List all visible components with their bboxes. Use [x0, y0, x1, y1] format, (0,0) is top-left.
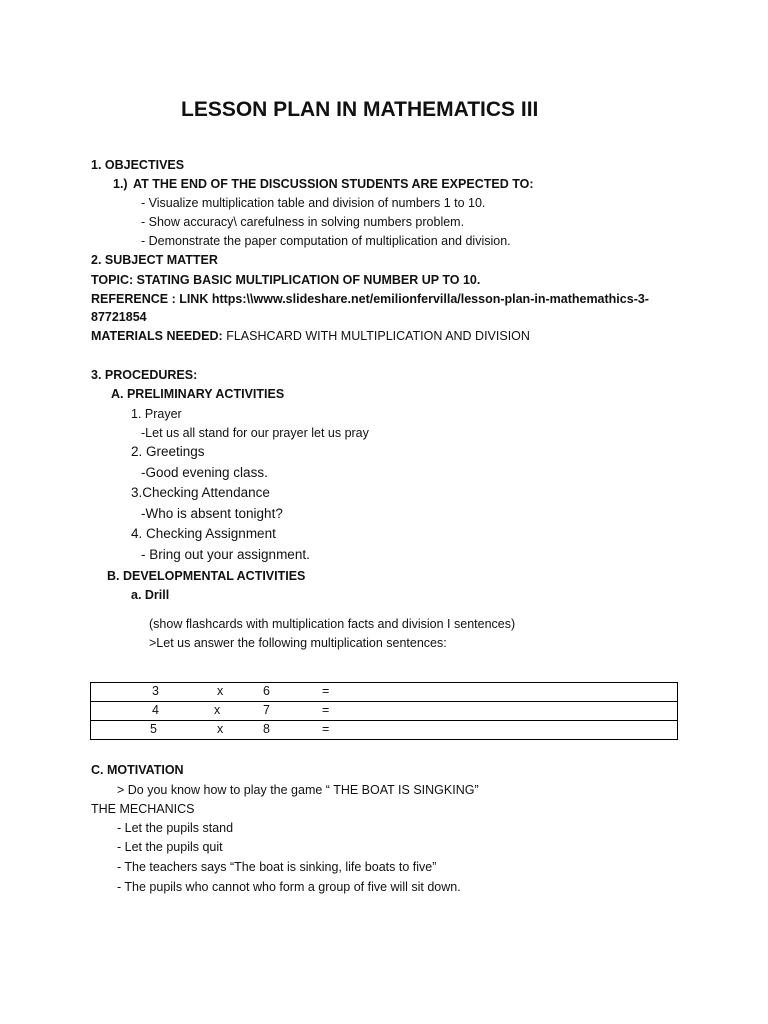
- activity-label: 3.Checking Attendance: [131, 485, 270, 500]
- drill-factor-b: 7: [263, 703, 270, 717]
- drill-equals: =: [322, 722, 330, 736]
- mechanics-item: - Let the pupils stand: [117, 821, 234, 835]
- drill-factor-b: 8: [263, 722, 270, 736]
- objectives-intro-number: 1.): [113, 177, 128, 191]
- objectives-intro: AT THE END OF THE DISCUSSION STUDENTS ARE EXPECTED TO:: [133, 177, 534, 191]
- mechanics-item: - Let the pupils quit: [117, 840, 223, 854]
- activity-detail: -Good evening class.: [141, 465, 268, 480]
- mechanics-item: - The teachers says “The boat is sinking, life boats to five”: [117, 860, 437, 874]
- mechanics-item: - The pupils who cannot who form a group of five will sit down.: [117, 880, 461, 894]
- drill-operator: x: [214, 703, 221, 717]
- objective-item: - Visualize multiplication table and division of numbers 1 to 10.: [141, 196, 486, 210]
- drill-operator: x: [217, 684, 224, 698]
- materials-line: [91, 328, 530, 344]
- objective-item: - Demonstrate the paper computation of multiplication and division.: [141, 234, 511, 248]
- drill-factor-a: 4: [152, 703, 159, 717]
- materials-value: FLASHCARD WITH MULTIPLICATION AND DIVISION: [222, 329, 530, 343]
- drill-equals: =: [322, 703, 330, 717]
- activity-detail: -Who is absent tonight?: [141, 506, 283, 521]
- drill-table: [90, 682, 678, 740]
- activity-detail: - Bring out your assignment.: [141, 547, 310, 562]
- mechanics-heading: THE MECHANICS: [91, 802, 195, 816]
- drill-factor-a: 3: [152, 684, 159, 698]
- drill-heading: a. Drill: [131, 588, 170, 602]
- reference-line-continued: 87721854: [91, 310, 147, 324]
- table-row: [91, 683, 678, 702]
- drill-factor-a: 5: [150, 722, 157, 736]
- motivation-heading: C. MOTIVATION: [91, 763, 184, 777]
- materials-label: MATERIALS NEEDED:: [91, 329, 223, 343]
- motivation-question: > Do you know how to play the game “ THE BOAT IS SINGKING”: [117, 783, 479, 797]
- topic-line: TOPIC: STATING BASIC MULTIPLICATION OF NUMBER UP TO 10.: [91, 273, 481, 287]
- table-row: [91, 721, 678, 740]
- page-title: LESSON PLAN IN MATHEMATICS III: [181, 98, 539, 121]
- activity-label: 4. Checking Assignment: [131, 526, 276, 541]
- reference-line: REFERENCE : LINK https:\\www.slideshare.net/emilionfervilla/lesson-plan-in-mathemathics-3-: [91, 292, 649, 306]
- drill-note: (show flashcards with multiplication facts and division I sentences): [149, 617, 516, 631]
- subject-matter-heading: 2. SUBJECT MATTER: [91, 253, 218, 267]
- drill-prompt: >Let us answer the following multiplication sentences:: [149, 636, 447, 650]
- drill-operator: x: [217, 722, 224, 736]
- developmental-activities-heading: B. DEVELOPMENTAL ACTIVITIES: [107, 569, 306, 583]
- procedures-heading: 3. PROCEDURES:: [91, 368, 198, 382]
- drill-equals: =: [322, 684, 330, 698]
- table-row: [91, 702, 678, 721]
- preliminary-activities-heading: A. PRELIMINARY ACTIVITIES: [111, 387, 285, 401]
- objectives-heading: 1. OBJECTIVES: [91, 158, 185, 172]
- objective-item: - Show accuracy\ carefulness in solving numbers problem.: [141, 215, 465, 229]
- activity-detail: -Let us all stand for our prayer let us pray: [141, 426, 369, 440]
- activity-label: 1. Prayer: [131, 407, 182, 421]
- drill-factor-b: 6: [263, 684, 270, 698]
- activity-label: 2. Greetings: [131, 444, 205, 459]
